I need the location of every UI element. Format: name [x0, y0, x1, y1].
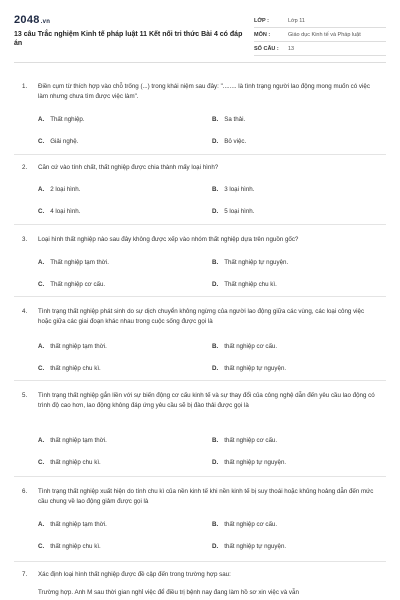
option-text: 5 loại hình.: [224, 208, 255, 215]
question-number: 7.: [22, 571, 28, 578]
option-letter: C.: [38, 459, 45, 466]
option-text: Giải nghệ.: [50, 138, 79, 145]
option-text: Thất nghiệp chu kì.: [224, 281, 277, 288]
question-number: 4.: [22, 308, 28, 315]
option-a[interactable]: [38, 116, 85, 123]
meta-value: Lớp 11: [288, 17, 305, 24]
question-text: Căn cứ vào tính chất, thất nghiệp được chia thành mấy loại hình?: [38, 164, 219, 171]
option-text: thất nghiệp cơ cấu.: [224, 521, 278, 528]
option-text: 3 loại hình.: [224, 186, 255, 193]
option-b[interactable]: [212, 116, 245, 123]
question-4: [14, 307, 386, 327]
question-text: Tình trạng thất nghiệp phát sinh do sự dịch chuyển không ngừng của người lao động giữa các vùng, các loại công việc hoặc giữa các giai đoạn khác nhau trong cuộc sống được gọi là: [38, 308, 365, 325]
question-number: 2.: [22, 164, 28, 171]
option-letter: D.: [212, 138, 219, 145]
option-b[interactable]: [212, 259, 288, 266]
option-letter: B.: [212, 259, 219, 266]
option-text: 2 loại hình.: [50, 186, 81, 193]
question-separator: [14, 154, 386, 155]
option-text: thất nghiệp tạm thời.: [50, 343, 107, 350]
option-d[interactable]: [212, 138, 246, 145]
option-text: thất nghiệp chu kì.: [50, 459, 101, 466]
option-text: Thất nghiệp cơ cấu.: [50, 281, 106, 288]
option-letter: C.: [38, 365, 45, 372]
question-separator: [14, 224, 386, 225]
option-b[interactable]: [212, 343, 277, 350]
question-2: [14, 163, 386, 173]
option-c[interactable]: [38, 281, 105, 288]
option-d[interactable]: [212, 543, 286, 550]
question-number: 1.: [22, 83, 28, 90]
question-text: Tình trạng thất nghiệp xuất hiện do tính chu kì của nền kinh tế khi nền kinh tế bị suy thoái hoặc khủng hoảng dẫn đến mức cầu chung về lao động giảm được gọi là: [38, 488, 374, 505]
question-separator: [14, 380, 386, 381]
option-letter: B.: [212, 116, 219, 123]
option-letter: D.: [212, 281, 219, 288]
option-letter: A.: [38, 186, 45, 193]
question-number: 3.: [22, 236, 28, 243]
question-text: Tình trạng thất nghiệp gắn liền với sự biến động cơ cấu kinh tế và sự thay đổi của công nghệ dẫn đến yêu cầu lao động có trình độ cao hơn, lao động không đáp ứng yêu cầu sẽ bị đào thải được gọi là: [38, 392, 375, 409]
question-separator: [14, 296, 386, 297]
question-scenario: Trường hợp. Anh M sau thời gian nghỉ việc để điều trị bệnh nay đang làm hồ sơ xin việc và vẫn: [38, 589, 299, 596]
option-letter: B.: [212, 186, 219, 193]
option-text: Thất nghiệp.: [50, 116, 85, 123]
option-b[interactable]: [212, 521, 277, 528]
option-text: thất nghiệp cơ cấu.: [224, 343, 278, 350]
option-d[interactable]: [212, 459, 286, 466]
question-text: Loại hình thất nghiệp nào sau đây không được xếp vào nhóm thất nghiệp dựa trên nguồn gốc?: [38, 236, 299, 243]
meta-row-count: [254, 42, 386, 56]
question-separator: [14, 561, 386, 562]
option-b[interactable]: [212, 186, 254, 193]
question-7: [14, 570, 386, 598]
question-text: Xác định loại hình thất nghiệp được đề cập đến trong trường hợp sau:: [38, 571, 231, 578]
option-a[interactable]: [38, 186, 80, 193]
option-text: thất nghiệp cơ cấu.: [224, 437, 278, 444]
option-text: thất nghiệp tự nguyện.: [224, 459, 287, 466]
document-header: [14, 14, 386, 52]
meta-row-class: [254, 14, 386, 28]
option-letter: C.: [38, 281, 45, 288]
option-c[interactable]: [38, 365, 101, 372]
header-divider: [14, 62, 386, 63]
meta-value: 13: [288, 45, 295, 52]
meta-table: [254, 14, 386, 56]
option-text: thất nghiệp chu kì.: [50, 543, 101, 550]
option-d[interactable]: [212, 208, 254, 215]
option-letter: D.: [212, 543, 219, 550]
question-3: [14, 235, 386, 245]
option-letter: D.: [212, 365, 219, 372]
question-1: [14, 82, 386, 102]
option-letter: B.: [212, 521, 219, 528]
option-text: thất nghiệp tạm thời.: [50, 437, 107, 444]
option-a[interactable]: [38, 259, 109, 266]
option-text: thất nghiệp tự nguyện.: [224, 543, 287, 550]
meta-value: Giáo dục Kinh tế và Pháp luật: [288, 31, 361, 38]
option-d[interactable]: [212, 365, 286, 372]
option-text: thất nghiệp chu kì.: [50, 365, 101, 372]
question-number: 6.: [22, 488, 28, 495]
logo-text: 2048: [14, 14, 40, 26]
option-a[interactable]: [38, 521, 107, 528]
option-c[interactable]: [38, 208, 80, 215]
document-title: 13 câu Trắc nghiệm Kinh tế pháp luật 11 Kết nối tri thức Bài 4 có đáp án: [14, 31, 243, 47]
question-separator: [14, 476, 386, 477]
option-letter: C.: [38, 208, 45, 215]
logo-tld: .vn: [40, 19, 51, 25]
question-text: Điền cụm từ thích hợp vào chỗ trống (...) trong khái niệm sau đây: "........ là tình trạng người lao động mong muốn có việc làm nhưng chưa tìm được việc làm".: [38, 83, 370, 100]
meta-label: MÔN :: [254, 31, 271, 38]
option-letter: A.: [38, 116, 45, 123]
option-letter: D.: [212, 459, 219, 466]
option-text: Sa thải.: [224, 116, 246, 123]
option-a[interactable]: [38, 343, 107, 350]
option-letter: A.: [38, 343, 45, 350]
option-letter: B.: [212, 437, 219, 444]
option-letter: A.: [38, 521, 45, 528]
option-text: Thất nghiệp tạm thời.: [50, 259, 109, 266]
option-c[interactable]: [38, 459, 101, 466]
option-b[interactable]: [212, 437, 277, 444]
option-c[interactable]: [38, 138, 78, 145]
option-text: 4 loại hình.: [50, 208, 81, 215]
meta-row-subject: [254, 28, 386, 42]
option-letter: A.: [38, 259, 45, 266]
option-letter: C.: [38, 543, 45, 550]
option-letter: A.: [38, 437, 45, 444]
question-number: 5.: [22, 392, 28, 399]
option-text: thất nghiệp tự nguyện.: [224, 365, 287, 372]
option-letter: B.: [212, 343, 219, 350]
option-letter: C.: [38, 138, 45, 145]
option-text: Bỏ việc.: [224, 138, 247, 145]
option-text: Thất nghiệp tự nguyện.: [224, 259, 289, 266]
option-d[interactable]: [212, 281, 277, 288]
option-a[interactable]: [38, 437, 107, 444]
option-c[interactable]: [38, 543, 101, 550]
option-text: thất nghiệp tạm thời.: [50, 521, 107, 528]
question-6: [14, 487, 386, 507]
option-letter: D.: [212, 208, 219, 215]
question-5: [14, 391, 386, 411]
meta-label: SỐ CÂU :: [254, 45, 279, 52]
meta-label: LỚP :: [254, 17, 269, 24]
